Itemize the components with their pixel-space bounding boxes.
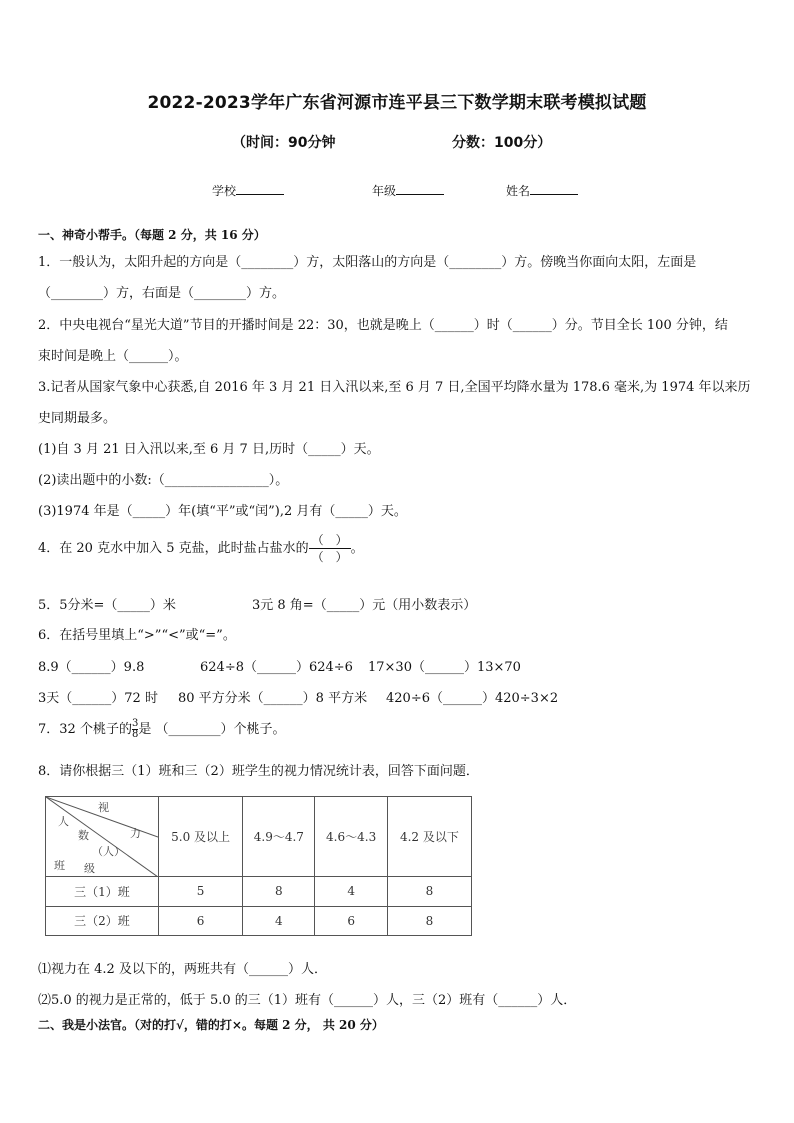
q3-part2: (2)读出题中的小数:（________________）。 — [38, 473, 289, 488]
diag-li: 力 — [130, 827, 141, 840]
name-field — [506, 182, 578, 199]
school-field — [212, 182, 284, 199]
school-label: 学校 — [212, 184, 237, 198]
diag-ren: 人 — [58, 815, 69, 828]
q3-part3: (3)1974 年是（_____）年(填“平”或“闰”),2 月有（_____）天。 — [38, 504, 407, 519]
q7 — [38, 718, 285, 740]
q5-part-b: 3元 8 角=（_____）元（用小数表示） — [252, 598, 477, 613]
q5-part-a: 5．5分米=（_____）米 — [38, 598, 176, 613]
table-cell: 6 — [315, 906, 387, 936]
q6: 6．在括号里填上“>”“<”或“=”。 — [38, 628, 236, 643]
page-title: 2022-2023学年广东省河源市连平县三下数学期末联考模拟试题 — [147, 93, 647, 113]
q6-r1a: 8.9（______）9.8 — [38, 660, 145, 675]
q6-r2c: 420÷6（______）420÷3×2 — [386, 691, 559, 706]
q2-line2: 束时间是晚上（______）。 — [38, 349, 188, 364]
q7-text-a: 7．32 个桃子的 — [38, 722, 132, 737]
grade-blank[interactable] — [396, 182, 444, 195]
row-label: 三（2）班 — [46, 906, 159, 936]
section-1-heading: 一、神奇小帮手。（每题 2 分，共 16 分） — [38, 228, 266, 242]
diag-ban: 班 — [54, 859, 65, 872]
q7-text-b: 是 （________）个桃子。 — [138, 722, 286, 737]
name-label: 姓名 — [506, 184, 531, 198]
q6-r2a: 3天（______）72 时 — [38, 691, 158, 706]
table-cell: 6 — [159, 906, 243, 936]
diag-ren-unit: （人） — [92, 845, 125, 858]
diagonal-header-cell — [46, 797, 159, 877]
table-cell: 4 — [243, 906, 315, 936]
q8-part1: ⑴视力在 4.2 及以下的，两班共有（______）人． — [38, 962, 327, 977]
header-cell: 4.9～4.7 — [243, 797, 315, 877]
row-label: 三（1）班 — [46, 877, 159, 907]
q3-part1: (1)自 3 月 21 日入汛以来,至 6 月 7 日,历时（_____）天。 — [38, 442, 380, 457]
table-cell: 8 — [387, 906, 471, 936]
q6-r2b: 80 平方分米（______）8 平方米 — [178, 691, 368, 706]
score-label: 分数：100分） — [452, 135, 552, 151]
q4 — [38, 532, 364, 565]
q8-part2: ⑵5.0 的视力是正常的，低于 5.0 的三（1）班有（______）人，三（2）班有（______）人． — [38, 993, 577, 1008]
school-blank[interactable] — [236, 182, 284, 195]
name-blank[interactable] — [530, 182, 578, 195]
header-cell: 4.6～4.3 — [315, 797, 387, 877]
q1-line2: （________）方，右面是（________）方。 — [38, 286, 286, 301]
q7-numerator: 3 — [131, 718, 139, 729]
q4-numerator: （ ） — [309, 532, 351, 549]
table-row — [46, 906, 472, 936]
q3-line1: 3.记者从国家气象中心获悉,自 2016 年 3 月 21 日入汛以来,至 6 月 7 日,全国平均降水量为 178.6 毫米,为 1974 年以来历 — [38, 380, 751, 395]
table-cell: 4 — [315, 877, 387, 907]
table-cell: 8 — [243, 877, 315, 907]
q4-denominator: （ ） — [311, 550, 348, 564]
q4-fraction[interactable] — [309, 532, 351, 565]
q4-text: 4．在 20 克水中加入 5 克盐，此时盐占盐水的 — [38, 541, 309, 556]
grade-label: 年级 — [372, 184, 397, 198]
time-label: （时间：90分钟 — [232, 135, 336, 151]
q1-line1: 1．一般认为，太阳升起的方向是（________）方，太阳落山的方向是（________）方。傍晚当你面向太阳，左面是 — [38, 255, 697, 270]
q8: 8．请你根据三（1）班和三（2）班学生的视力情况统计表，回答下面问题． — [38, 764, 479, 779]
q7-denominator: 8 — [131, 729, 139, 740]
q6-r1c: 17×30（______）13×70 — [368, 660, 521, 675]
section-2-heading: 二、我是小法官。（对的打√，错的打×。每题 2 分， 共 20 分） — [38, 1018, 384, 1032]
diag-shu: 数 — [78, 829, 89, 842]
header-cell: 5.0 及以上 — [159, 797, 243, 877]
q3-line2: 史同期最多。 — [38, 411, 117, 426]
table-cell: 5 — [159, 877, 243, 907]
table-row — [46, 877, 472, 907]
q4-end: 。 — [350, 541, 364, 556]
table-cell: 8 — [387, 877, 471, 907]
diag-shi: 视 — [98, 801, 109, 814]
q2-line1: 2．中央电视台“星光大道”节目的开播时间是 22：30，也就是晚上（______）时（______）分。节目全长 100 分钟，结 — [38, 318, 728, 333]
vision-table — [45, 796, 472, 936]
diag-ji: 级 — [84, 862, 95, 875]
q6-r1b: 624÷8（______）624÷6 — [200, 660, 353, 675]
header-cell: 4.2 及以下 — [387, 797, 471, 877]
grade-field — [372, 182, 444, 199]
